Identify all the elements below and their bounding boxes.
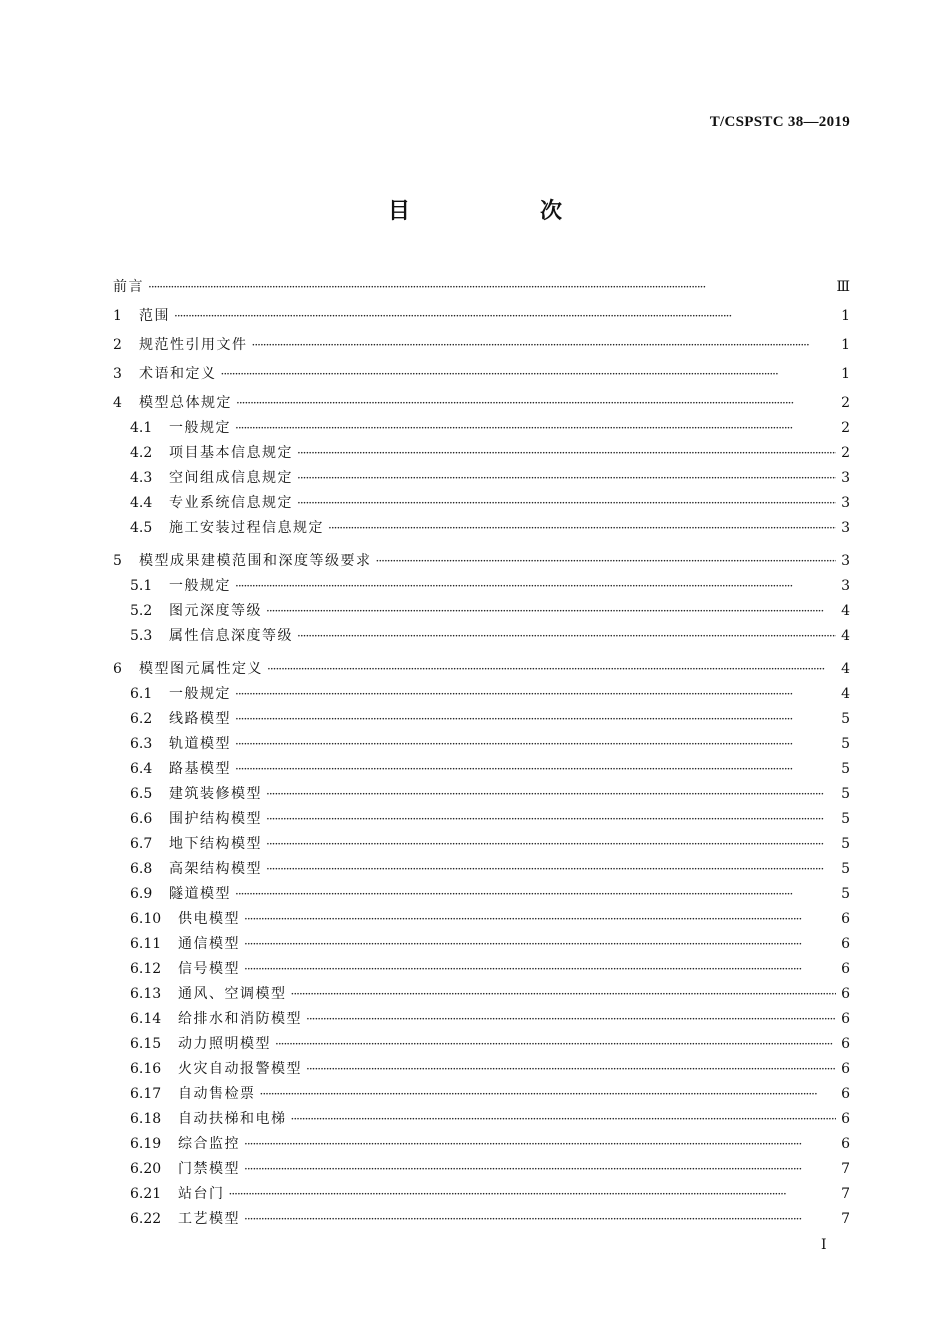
toc-leader-dots [235,684,836,704]
toc-entry[interactable] [113,1104,850,1129]
toc-leader-dots [266,784,836,804]
toc-entry-label: 供电模型 [178,911,240,927]
toc-entry-number: 6.19 [130,1136,162,1152]
toc-leader-dots [235,734,836,754]
toc-leader-dots [244,1159,836,1179]
toc-entry[interactable] [113,1054,850,1079]
toc-entry-page: 6 [841,1061,850,1077]
toc-entry-number: 3 [113,366,122,382]
toc-entry-label: 自动扶梯和电梯 [178,1111,287,1127]
toc-entry-number: 6.3 [130,736,153,752]
toc-entry[interactable] [113,1029,850,1054]
toc-entry-number: 5.3 [130,628,153,644]
toc-entry-label: 轨道模型 [169,736,231,752]
toc-entry-number: 6.16 [130,1061,162,1077]
toc-leader-dots [174,306,836,326]
toc-leader-dots [252,335,837,355]
toc-entry-label: 站台门 [178,1186,225,1202]
toc-entry-number: 6.11 [130,936,162,952]
toc-entry-page: 5 [841,811,850,827]
toc-entry-label: 隧道模型 [169,886,231,902]
toc-entry-page: 6 [841,986,850,1002]
toc-entry-page: 6 [841,1111,850,1127]
toc-entry-page: 6 [841,961,850,977]
toc-entry-number: 6.6 [130,811,153,827]
toc-entry[interactable] [113,954,850,979]
toc-entry[interactable] [113,269,850,297]
toc-entry-number: 6.20 [130,1161,162,1177]
toc-entry-page: 2 [841,420,850,436]
toc-entry-page: 6 [841,1036,850,1052]
toc-entry[interactable] [113,355,850,384]
toc-entry-number: 6.8 [130,861,153,877]
toc-leader-dots [235,759,836,779]
toc-entry-label: 火灾自动报警模型 [178,1061,302,1077]
toc-entry[interactable] [113,384,850,413]
toc-entry-page: 1 [841,308,850,324]
toc-entry-number: 6.14 [130,1011,162,1027]
toc-entry-page: 3 [841,495,850,511]
toc-entry-number: 6.5 [130,786,153,802]
toc-entry-label: 属性信息深度等级 [169,628,293,644]
toc-entry[interactable] [113,1004,850,1029]
toc-entry-label: 专业系统信息规定 [169,495,293,511]
toc-entry-label: 模型总体规定 [139,395,232,411]
toc-leader-dots [297,626,836,646]
toc-entry-page: 6 [841,1136,850,1152]
toc-leader-dots [221,364,837,384]
toc-entry-number: 6.7 [130,836,153,852]
toc-entry-page: 4 [841,603,850,619]
toc-entry-number: 6.13 [130,986,162,1002]
toc-entry-label: 一般规定 [169,686,231,702]
toc-entry-number: 2 [113,337,122,353]
toc-entry-label: 一般规定 [169,578,231,594]
toc-entry-label: 模型图元属性定义 [139,661,263,677]
toc-entry-number: 4.5 [130,520,153,536]
toc-entry-label: 地下结构模型 [169,836,262,852]
toc-entry[interactable] [113,413,850,438]
table-of-contents [113,269,850,1229]
toc-leader-dots [235,709,836,729]
toc-entry[interactable] [113,879,850,904]
toc-entry[interactable] [113,463,850,488]
toc-leader-dots [266,834,836,854]
toc-leader-dots [376,551,837,571]
toc-entry-page: 5 [841,886,850,902]
toc-leader-dots [266,809,836,829]
toc-entry[interactable] [113,829,850,854]
toc-leader-dots [260,1084,837,1104]
toc-entry[interactable] [113,488,850,513]
toc-entry[interactable] [113,297,850,326]
toc-entry-page: 1 [841,337,850,353]
toc-entry-label: 动力照明模型 [178,1036,271,1052]
toc-entry-number: 6.21 [130,1186,162,1202]
toc-entry-page: 5 [841,861,850,877]
toc-entry-page: 2 [841,395,850,411]
toc-entry-number: 6.9 [130,886,153,902]
toc-entry-label: 高架结构模型 [169,861,262,877]
toc-entry-label: 自动售检票 [178,1086,256,1102]
toc-entry-number: 4.2 [130,445,153,461]
toc-entry-page: 5 [841,736,850,752]
toc-leader-dots [275,1034,836,1054]
standard-code: T/CSPSTC 38—2019 [709,114,850,130]
toc-leader-dots [266,601,836,621]
toc-entry-label: 门禁模型 [178,1161,240,1177]
toc-entry-number: 6.18 [130,1111,162,1127]
toc-entry-label: 建筑装修模型 [169,786,262,802]
toc-entry-label: 图元深度等级 [169,603,262,619]
toc-entry[interactable] [113,754,850,779]
toc-entry-label: 综合监控 [178,1136,240,1152]
toc-entry-page: 6 [841,911,850,927]
toc-entry[interactable] [113,929,850,954]
toc-leader-dots [328,518,836,538]
toc-entry-page: 7 [841,1211,850,1227]
toc-entry-number: 6.17 [130,1086,162,1102]
toc-entry-number: 6 [113,661,122,677]
toc-entry[interactable] [113,1179,850,1204]
toc-entry-label: 规范性引用文件 [139,337,248,353]
toc-entry-page: 2 [841,445,850,461]
toc-entry-page: 4 [841,628,850,644]
toc-entry[interactable] [113,438,850,463]
toc-entry-page: 3 [841,578,850,594]
toc-entry[interactable] [113,979,850,1004]
toc-entry-label: 术语和定义 [139,366,217,382]
toc-entry-number: 5 [113,553,122,569]
toc-entry-number: 6.22 [130,1211,162,1227]
toc-leader-dots [291,984,837,1004]
toc-leader-dots [297,493,836,513]
toc-leader-dots [297,443,836,463]
toc-leader-dots [244,909,836,929]
toc-leader-dots [244,1209,836,1229]
toc-entry-label: 通信模型 [178,936,240,952]
toc-entry-number: 5.2 [130,603,153,619]
toc-entry[interactable] [113,1079,850,1104]
toc-leader-dots [266,859,836,879]
toc-entry-page: 5 [841,786,850,802]
toc-leader-dots [244,959,836,979]
toc-entry[interactable] [113,596,850,621]
toc-entry[interactable] [113,326,850,355]
toc-entry-label: 通风、空调模型 [178,986,287,1002]
toc-entry[interactable] [113,621,850,646]
toc-entry[interactable] [113,1154,850,1179]
toc-leader-dots [229,1184,837,1204]
toc-leader-dots [306,1009,836,1029]
toc-entry-label: 线路模型 [169,711,231,727]
toc-entry-label: 工艺模型 [178,1211,240,1227]
toc-entry-number: 1 [113,308,122,324]
toc-entry-number: 6.2 [130,711,153,727]
toc-entry-number: 5.1 [130,578,153,594]
toc-leader-dots [235,418,836,438]
toc-leader-dots [236,393,836,413]
toc-entry-number: 6.4 [130,761,153,777]
toc-entry[interactable] [113,729,850,754]
toc-entry[interactable] [113,904,850,929]
toc-entry-number: 6.15 [130,1036,162,1052]
toc-entry[interactable] [113,779,850,804]
page-title: 目 次 [387,198,616,224]
toc-entry-number: 6.10 [130,911,162,927]
toc-leader-dots [148,277,832,297]
toc-entry-page: 3 [841,553,850,569]
toc-entry-label: 前言 [113,279,144,295]
toc-leader-dots [291,1109,837,1129]
toc-entry-page: 5 [841,836,850,852]
toc-entry-page: 4 [841,661,850,677]
toc-entry-page: 6 [841,936,850,952]
toc-entry-page: 3 [841,520,850,536]
toc-leader-dots [235,576,836,596]
toc-entry[interactable] [113,646,850,679]
toc-leader-dots [244,1134,836,1154]
toc-entry-page: 1 [841,366,850,382]
toc-entry[interactable] [113,679,850,704]
toc-entry-label: 模型成果建模范围和深度等级要求 [139,553,372,569]
toc-entry-page: 6 [841,1011,850,1027]
toc-entry-number: 6.12 [130,961,162,977]
toc-entry-page: 6 [841,1086,850,1102]
toc-entry-page: 7 [841,1186,850,1202]
toc-entry-number: 4 [113,395,122,411]
toc-entry[interactable] [113,513,850,538]
toc-entry-label: 项目基本信息规定 [169,445,293,461]
toc-entry[interactable] [113,1129,850,1154]
toc-entry-number: 4.1 [130,420,153,436]
toc-entry-number: 6.1 [130,686,153,702]
toc-entry-label: 给排水和消防模型 [178,1011,302,1027]
toc-entry[interactable] [113,704,850,729]
toc-entry-page: 4 [841,686,850,702]
toc-entry[interactable] [113,538,850,571]
toc-entry[interactable] [113,804,850,829]
toc-entry[interactable] [113,571,850,596]
toc-leader-dots [235,884,836,904]
toc-entry-label: 路基模型 [169,761,231,777]
toc-entry-label: 一般规定 [169,420,231,436]
toc-entry-number: 4.3 [130,470,153,486]
toc-entry-label: 信号模型 [178,961,240,977]
toc-entry-label: 空间组成信息规定 [169,470,293,486]
toc-entry-page: 3 [841,470,850,486]
toc-entry[interactable] [113,854,850,879]
toc-entry-label: 范围 [139,308,170,324]
toc-entry-page: 5 [841,761,850,777]
toc-entry-page: Ⅲ [836,279,850,295]
toc-entry-label: 围护结构模型 [169,811,262,827]
toc-entry-label: 施工安装过程信息规定 [169,520,324,536]
toc-entry-page: 5 [841,711,850,727]
toc-entry-page: 7 [841,1161,850,1177]
toc-leader-dots [267,659,836,679]
page-number: I [821,1237,827,1253]
toc-leader-dots [306,1059,836,1079]
toc-leader-dots [244,934,836,954]
toc-entry-number: 4.4 [130,495,153,511]
toc-entry[interactable] [113,1204,850,1229]
toc-leader-dots [297,468,836,488]
